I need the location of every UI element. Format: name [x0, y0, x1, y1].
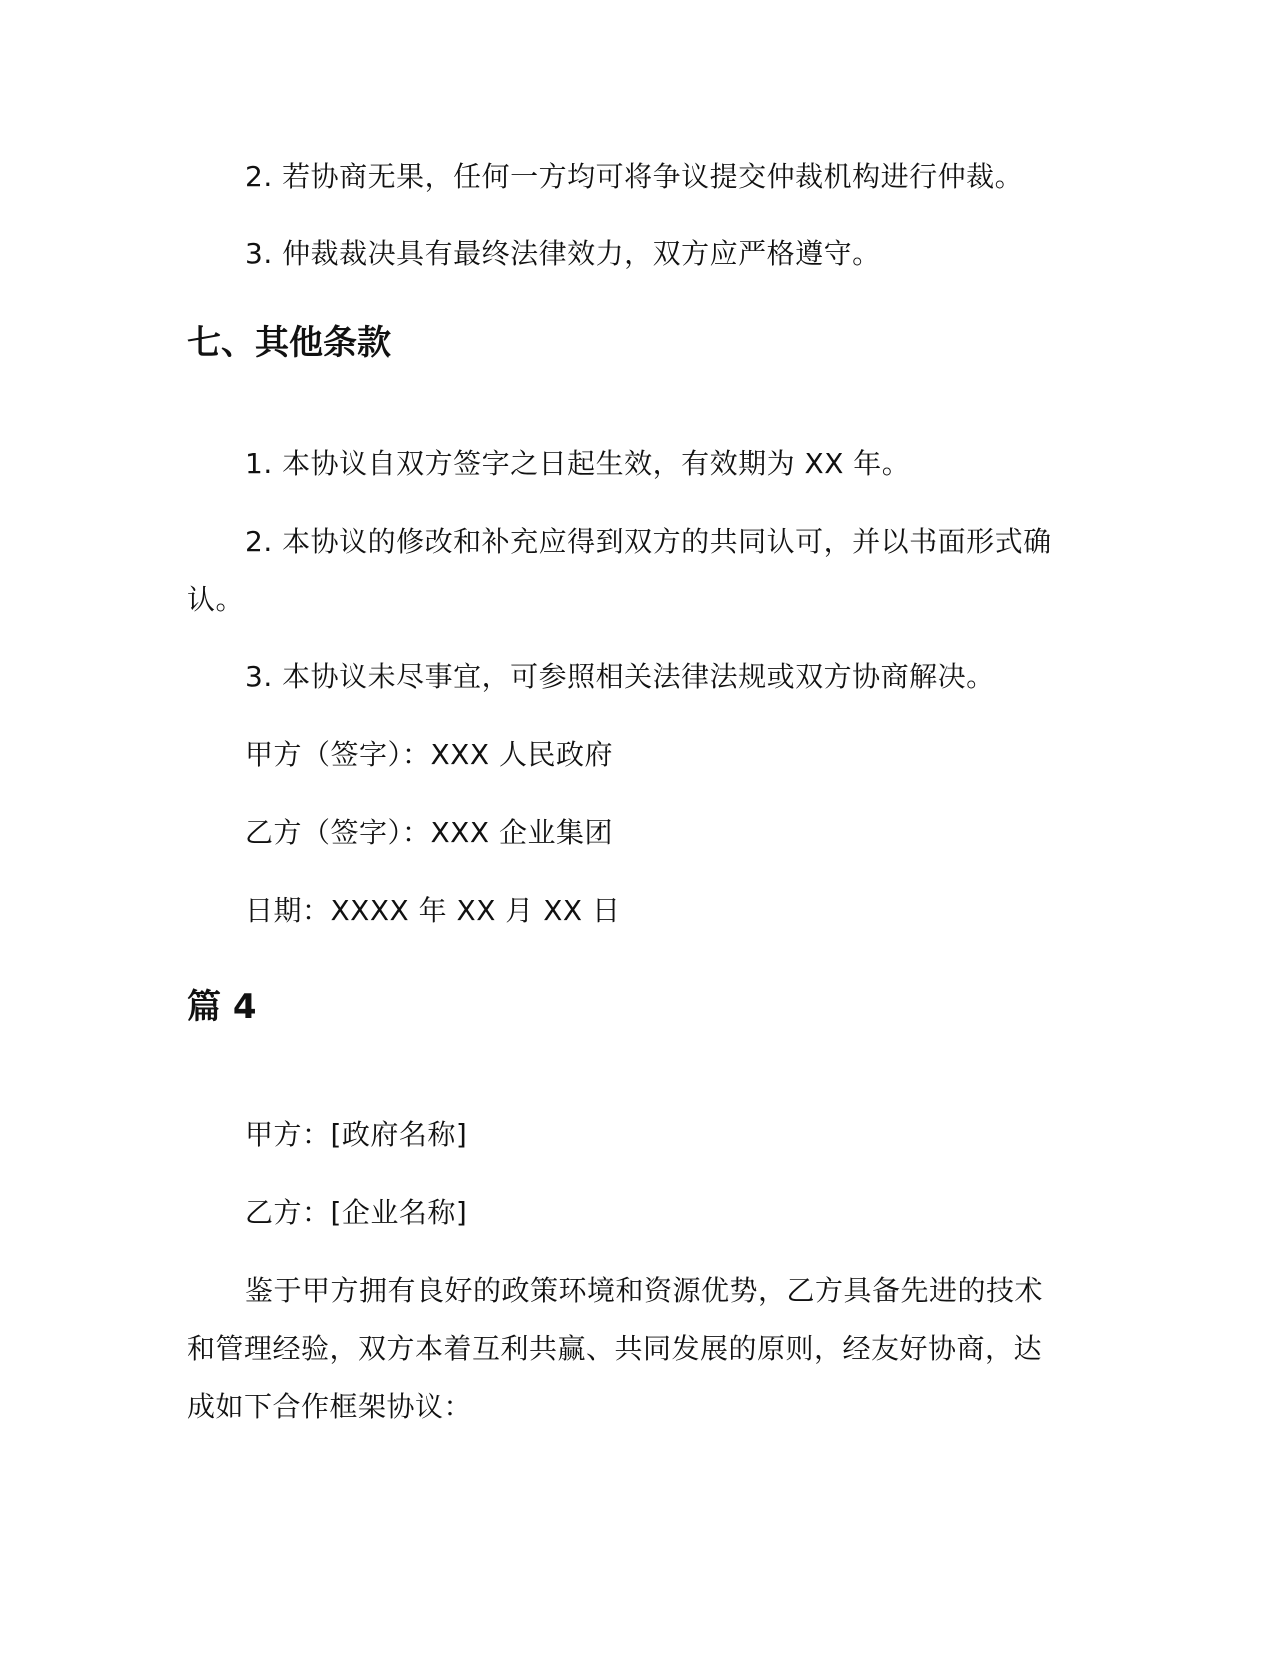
signature-party-b: 乙方（签字）：XXX 企业集团	[245, 816, 613, 849]
section-heading-part-4: 篇 4	[187, 987, 257, 1027]
part4-intro-line-1: 鉴于甲方拥有良好的政策环境和资源优势，乙方具备先进的技术	[245, 1274, 1044, 1307]
dispute-item-2: 2. 若协商无果，任何一方均可将争议提交仲裁机构进行仲裁。	[245, 160, 1024, 193]
part4-intro-line-3: 成如下合作框架协议：	[187, 1390, 473, 1423]
part4-intro-line-2: 和管理经验，双方本着互利共赢、共同发展的原则，经友好协商，达	[187, 1332, 1043, 1365]
other-terms-item-2-line-2: 认。	[187, 583, 245, 616]
other-terms-item-1: 1. 本协议自双方签字之日起生效，有效期为 XX 年。	[245, 447, 911, 480]
dispute-item-3: 3. 仲裁裁决具有最终法律效力，双方应严格遵守。	[245, 237, 881, 270]
signature-date: 日期：XXXX 年 XX 月 XX 日	[245, 894, 621, 927]
part4-party-a: 甲方：[政府名称]	[245, 1118, 468, 1151]
other-terms-item-3: 3. 本协议未尽事宜，可参照相关法律法规或双方协商解决。	[245, 660, 995, 693]
other-terms-item-2-line-1: 2. 本协议的修改和补充应得到双方的共同认可，并以书面形式确	[245, 525, 1052, 558]
section-heading-other-terms: 七、其他条款	[187, 323, 391, 363]
signature-party-a: 甲方（签字）：XXX 人民政府	[245, 738, 613, 771]
part4-party-b: 乙方：[企业名称]	[245, 1196, 468, 1229]
